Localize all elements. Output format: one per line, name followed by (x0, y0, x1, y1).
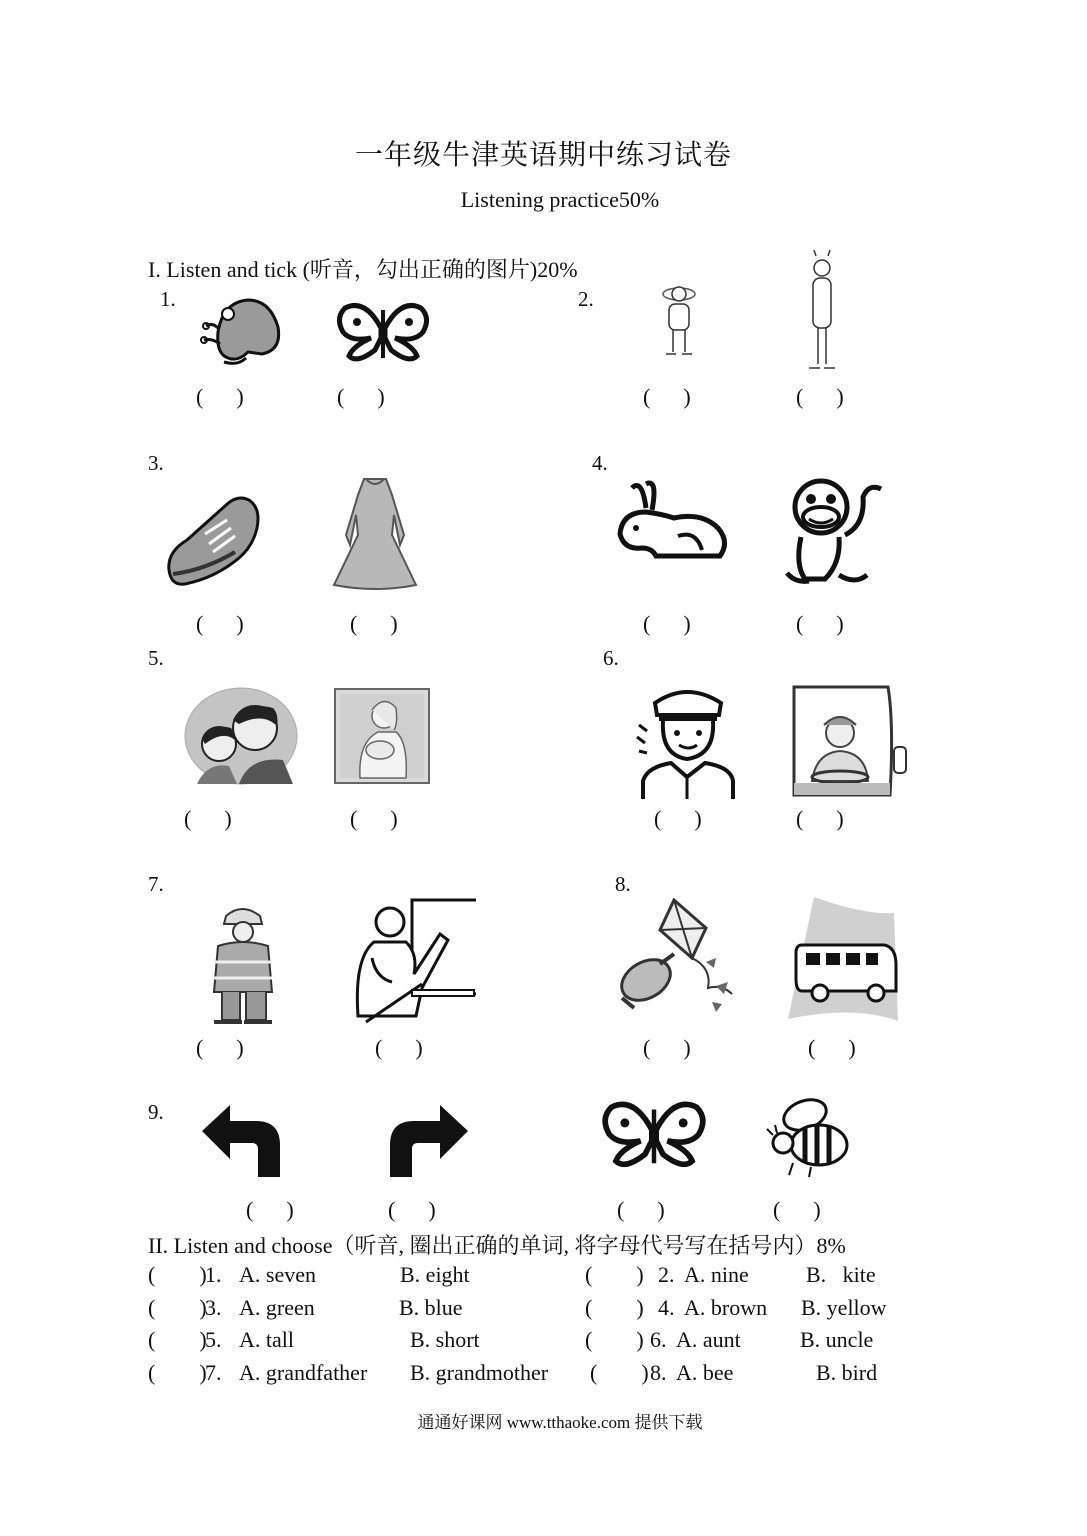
answer-bracket[interactable]: ( ) (148, 1295, 207, 1320)
answer-bracket[interactable]: ( ) (196, 611, 244, 636)
frog-icon (198, 292, 286, 368)
father-son-icon (183, 686, 299, 786)
option-a[interactable]: A. nine (684, 1262, 749, 1287)
answer-bracket[interactable]: ( ) (337, 384, 385, 409)
question-number: 7. (205, 1360, 222, 1385)
question-number: 1. (205, 1262, 222, 1287)
butterfly-icon (598, 1096, 710, 1170)
item-number: 1. (160, 287, 176, 311)
option-a[interactable]: A. green (239, 1295, 315, 1320)
question-number: 4. (658, 1295, 675, 1320)
item-number: 8. (615, 872, 631, 896)
option-b[interactable]: B. yellow (801, 1295, 887, 1320)
answer-bracket[interactable]: ( ) (375, 1035, 423, 1060)
section-1-heading: I. Listen and tick (听音，勾出正确的图片)20% (148, 257, 578, 282)
item-number: 3. (148, 451, 164, 475)
option-a[interactable]: A. aunt (676, 1327, 741, 1352)
policeman-icon (635, 685, 741, 801)
bus-icon (784, 895, 900, 1027)
option-b[interactable]: B. eight (400, 1262, 470, 1287)
item-number: 7. (148, 872, 164, 896)
answer-bracket[interactable]: ( ) (350, 806, 398, 831)
mother-baby-icon (334, 688, 430, 784)
option-b[interactable]: B. blue (399, 1295, 463, 1320)
answer-bracket[interactable]: ( ) (643, 384, 691, 409)
answer-bracket[interactable]: ( ) (590, 1360, 649, 1385)
answer-bracket[interactable]: ( ) (654, 806, 702, 831)
answer-bracket[interactable]: ( ) (196, 1035, 244, 1060)
answer-bracket[interactable]: ( ) (643, 611, 691, 636)
option-b[interactable]: B. grandmother (410, 1360, 549, 1385)
answer-bracket[interactable]: ( ) (796, 611, 844, 636)
answer-bracket[interactable]: ( ) (585, 1262, 644, 1287)
question-number: 3. (205, 1295, 222, 1320)
shoe-icon (165, 490, 263, 590)
rabbit-icon (612, 478, 730, 564)
option-a[interactable]: A. brown (684, 1295, 768, 1320)
question-number: 6. (650, 1327, 667, 1352)
option-b[interactable]: B. bird (816, 1360, 878, 1385)
answer-bracket[interactable]: ( ) (148, 1262, 207, 1287)
short-person-icon (654, 278, 704, 358)
page-title: 一年级牛津英语期中练习试卷 (354, 140, 732, 171)
question-number: 2. (658, 1262, 675, 1287)
answer-bracket[interactable]: ( ) (196, 384, 244, 409)
answer-bracket[interactable]: ( ) (184, 806, 232, 831)
fireman-icon (208, 902, 278, 1026)
dress-icon (330, 475, 420, 593)
page-footer: 通通好课网 www.tthaoke.com 提供下载 (417, 1413, 703, 1432)
bee-icon (765, 1093, 853, 1179)
item-number: 4. (592, 451, 608, 475)
option-b[interactable]: B. uncle (800, 1327, 874, 1352)
tall-person-icon (800, 250, 844, 372)
answer-bracket[interactable]: ( ) (617, 1197, 665, 1222)
answer-bracket[interactable]: ( ) (388, 1197, 436, 1222)
answer-bracket[interactable]: ( ) (773, 1197, 821, 1222)
question-number: 8. (650, 1360, 667, 1385)
item-number: 6. (603, 646, 619, 670)
question-number: 5. (205, 1327, 222, 1352)
teacher-icon (352, 898, 476, 1026)
monkey-icon (785, 475, 887, 587)
option-a[interactable]: A. tall (239, 1327, 294, 1352)
answer-bracket[interactable]: ( ) (350, 611, 398, 636)
page-subtitle: Listening practice50% (460, 187, 660, 212)
turn-right-arrow-icon (388, 1105, 470, 1177)
answer-bracket[interactable]: ( ) (148, 1327, 207, 1352)
answer-bracket[interactable]: ( ) (796, 384, 844, 409)
option-b[interactable]: B. short (410, 1327, 480, 1352)
option-b[interactable]: B. kite (806, 1262, 876, 1287)
answer-bracket[interactable]: ( ) (246, 1197, 294, 1222)
item-number: 9. (148, 1100, 164, 1124)
option-a[interactable]: A. grandfather (239, 1360, 368, 1385)
answer-bracket[interactable]: ( ) (796, 806, 844, 831)
option-a[interactable]: A. seven (239, 1262, 316, 1287)
option-a[interactable]: A. bee (676, 1360, 734, 1385)
answer-bracket[interactable]: ( ) (585, 1295, 644, 1320)
kite-icon (612, 898, 742, 1016)
answer-bracket[interactable]: ( ) (585, 1327, 644, 1352)
butterfly-icon (335, 298, 431, 364)
answer-bracket[interactable]: ( ) (808, 1035, 856, 1060)
turn-left-arrow-icon (200, 1105, 284, 1177)
answer-bracket[interactable]: ( ) (148, 1360, 207, 1385)
item-number: 5. (148, 646, 164, 670)
section-2-heading: II. Listen and choose（听音, 圈出正确的单词, 将字母代号写在括号内）8% (148, 1233, 846, 1258)
bus-driver-icon (790, 683, 908, 801)
answer-bracket[interactable]: ( ) (643, 1035, 691, 1060)
item-number: 2. (578, 287, 594, 311)
